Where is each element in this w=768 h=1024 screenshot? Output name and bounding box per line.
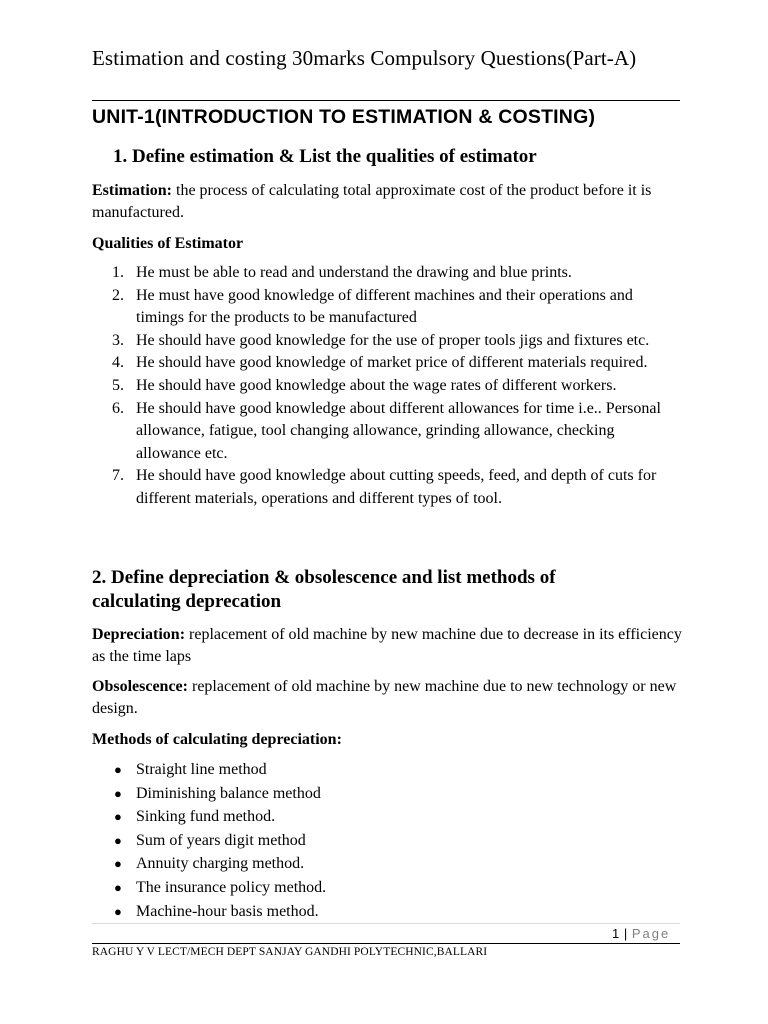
list-text: The insurance policy method. bbox=[136, 878, 327, 896]
list-text: Sum of years digit method bbox=[136, 831, 306, 849]
list-text: He should have good knowledge of market price of different materials required. bbox=[136, 354, 648, 372]
list-item bbox=[92, 465, 682, 510]
footer-author: RAGHU Y V LECT/MECH DEPT SANJAY GANDHI POLYTECHNIC,BALLARI bbox=[92, 946, 488, 958]
list-item bbox=[92, 805, 326, 829]
depreciation-label: Depreciation: bbox=[92, 626, 186, 643]
list-item bbox=[92, 758, 326, 782]
list-item bbox=[92, 782, 326, 806]
list-number: 7. bbox=[112, 467, 124, 485]
estimation-text: the process of calculating total approximate cost of the product before it is manufactured. bbox=[92, 182, 652, 221]
methods-heading: Methods of calculating depreciation: bbox=[92, 731, 342, 748]
depreciation-text: replacement of old machine by new machine due to decrease in its efficiency as the time laps bbox=[92, 626, 682, 665]
list-text: He should have good knowledge about different allowances for time i.e.. Personal allowance, fatigue, tool changing allowance, grinding allowance, checking allowance etc. bbox=[136, 399, 661, 462]
page-number-separator: | bbox=[619, 926, 632, 941]
bullet-icon: ● bbox=[114, 832, 122, 848]
qualities-heading: Qualities of Estimator bbox=[92, 235, 244, 252]
list-item bbox=[92, 398, 682, 466]
unit-title: UNIT-1(INTRODUCTION TO ESTIMATION & COSTING) bbox=[92, 106, 596, 128]
page-header-title: Estimation and costing 30marks Compulsory Questions(Part-A) bbox=[92, 46, 637, 70]
question-2-number: 2 bbox=[92, 567, 102, 588]
list-number: 6. bbox=[112, 399, 124, 417]
bullet-icon: ● bbox=[114, 903, 122, 919]
list-text: Sinking fund method. bbox=[136, 808, 276, 826]
question-1-heading: 1. Define estimation & List the qualities of estimator bbox=[113, 146, 537, 167]
list-text: He must be able to read and understand the drawing and blue prints. bbox=[136, 264, 572, 281]
question-2-heading bbox=[92, 566, 556, 614]
list-item bbox=[92, 285, 682, 330]
footer-divider-light bbox=[92, 923, 680, 924]
qualities-list bbox=[92, 262, 682, 511]
list-text: He must have good knowledge of different machines and their operations and timings for the products to be manufactured bbox=[136, 286, 633, 327]
list-text: He should have good knowledge about the wage rates of different workers. bbox=[136, 376, 617, 394]
list-text: He should have good knowledge about cutting speeds, feed, and depth of cuts for different materials, operations and different types of tool. bbox=[136, 467, 657, 507]
list-item bbox=[92, 852, 326, 876]
estimation-label: Estimation: bbox=[92, 182, 172, 199]
methods-list bbox=[92, 758, 326, 923]
list-number: 3. bbox=[112, 331, 124, 349]
page-number bbox=[612, 926, 670, 941]
bullet-icon: ● bbox=[114, 785, 122, 801]
list-text: Annuity charging method. bbox=[136, 855, 305, 873]
list-item bbox=[92, 262, 682, 285]
list-text: He should have good knowledge for the use of proper tools jigs and fixtures etc. bbox=[136, 331, 650, 349]
question-2-heading-line2: calculating deprecation bbox=[92, 591, 282, 612]
list-item bbox=[92, 900, 326, 924]
list-item bbox=[92, 829, 326, 853]
list-text: Diminishing balance method bbox=[136, 784, 321, 802]
bullet-icon: ● bbox=[114, 809, 122, 825]
bullet-icon: ● bbox=[114, 879, 122, 895]
footer-divider bbox=[92, 943, 680, 944]
header-divider bbox=[92, 100, 680, 101]
list-number: 1. bbox=[112, 264, 124, 281]
list-item bbox=[92, 330, 682, 353]
list-number: 4. bbox=[112, 354, 124, 372]
bullet-icon: ● bbox=[114, 762, 122, 777]
page-number-value: 1 bbox=[612, 926, 620, 941]
obsolescence-text: replacement of old machine by new machine due to new technology or new design. bbox=[92, 678, 677, 717]
list-item bbox=[92, 876, 326, 900]
list-number: 5. bbox=[112, 376, 124, 394]
bullet-icon: ● bbox=[114, 856, 122, 872]
obsolescence-label: Obsolescence: bbox=[92, 678, 188, 695]
list-text: Machine-hour basis method. bbox=[136, 902, 319, 920]
list-item bbox=[92, 352, 682, 375]
question-2-heading-text: . Define depreciation & obsolescence and list methods of bbox=[101, 567, 556, 588]
obsolescence-definition bbox=[92, 676, 688, 720]
page-word: Page bbox=[631, 926, 671, 941]
list-text: Straight line method bbox=[136, 761, 267, 778]
estimation-definition bbox=[92, 180, 688, 224]
list-item bbox=[92, 375, 682, 398]
list-number: 2. bbox=[112, 286, 124, 304]
depreciation-definition bbox=[92, 624, 688, 668]
